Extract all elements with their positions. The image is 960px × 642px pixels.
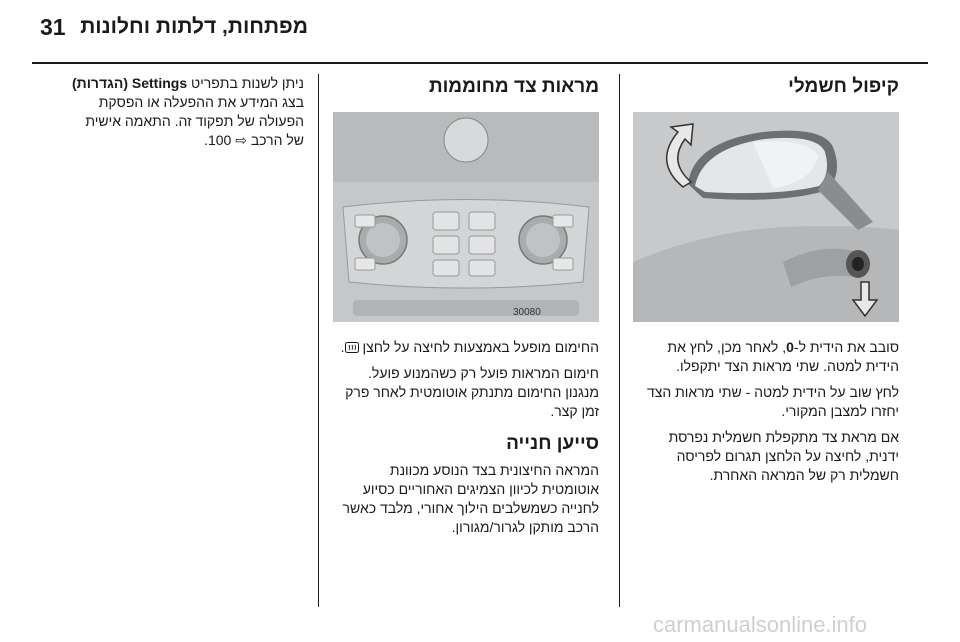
paragraph-manual-unfold-note: אם מראת צד מתקפלת חשמלית נפרסת ידנית, לחיצה על הלחצן תגרום לפריסה חשמלית רק של המראה האחרת.: [668, 429, 899, 483]
column-heated-mirrors: [333, 74, 599, 544]
section-heading-parking-assist: סייען חנייה: [506, 433, 599, 454]
settings-line-1: ניתן לשנות בתפריט Settings (הגדרות): [72, 75, 304, 91]
paragraph-heating-operation: חימום המראות פועל רק כשהמנוע פועל. מנגנון החימום מתנתק אוטומטית לאחר פרק זמן קצר.: [345, 365, 599, 419]
section-heading-heated-mirrors: מראות צד מחוממות: [428, 76, 599, 97]
page-title: מפתחות, דלתות וחלונות: [80, 15, 308, 38]
arrow-reference-icon: ⇨: [235, 132, 247, 148]
settings-line-4: של הרכב ⇨ 100.: [204, 132, 304, 148]
header-rule: [32, 62, 928, 64]
column-power-folding: [633, 74, 899, 492]
paragraph-parking-assist: המראה החיצונית בצד הנוסע מכוונת אוטומטית לכיוון הצמיגים האחוריים כסיוע לחנייה כשמשלבים הילוך אחורי, מלבד כאשר הרכב מותקן לגרור/מגורון.: [342, 462, 599, 535]
climate-panel-photo: [333, 112, 599, 322]
settings-line-2: בצג המידע את ההפעלה או הפסקת: [98, 94, 304, 110]
heated-mirror-icon: [345, 342, 359, 353]
watermark: carmanualsonline.info: [653, 612, 868, 637]
image-reference-code: 30080: [513, 307, 541, 318]
column-divider-left: [318, 74, 319, 607]
settings-line-3: הפעולה של תפקוד זה. התאמה אישית: [85, 113, 304, 129]
column-settings-continuation: [30, 74, 304, 150]
paragraph-unfold-instructions: לחץ שוב על הידית למטה - שתי מראות הצד יחזרו למצבן המקורי.: [646, 384, 899, 419]
paragraph-fold-instructions: סובב את הידית ל-0, לאחר מכן, לחץ את הידית למטה. שתי מראות הצד יתקפלו.: [667, 339, 899, 374]
column-divider-right: [619, 74, 620, 607]
section-heading-power-folding: קיפול חשמלי: [788, 76, 899, 97]
mirror-folding-photo: [633, 112, 899, 322]
page-number: 31: [40, 14, 66, 40]
paragraph-heating-button: החימום מופעל באמצעות לחיצה על לחצן .: [340, 339, 599, 355]
